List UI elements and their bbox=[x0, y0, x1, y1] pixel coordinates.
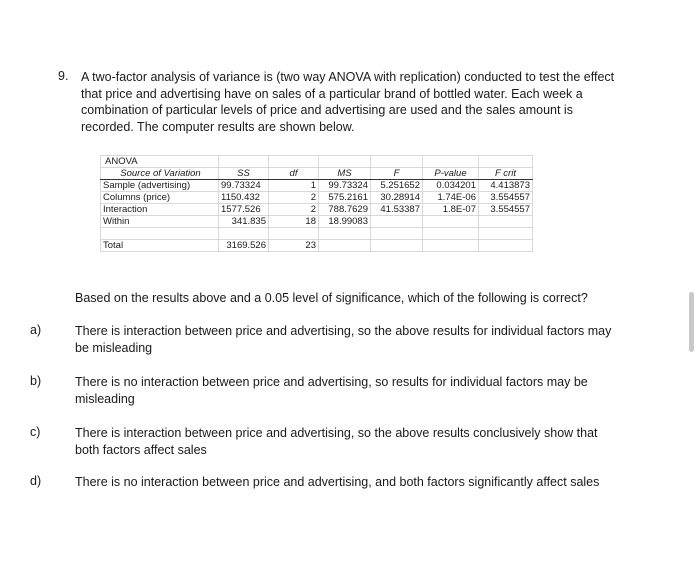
option-a-letter[interactable]: a) bbox=[30, 323, 42, 337]
cell-ss: 99.73324 bbox=[219, 180, 269, 192]
cell-ss: 341.835 bbox=[219, 216, 269, 228]
option-c-letter[interactable]: c) bbox=[30, 425, 41, 439]
cell-pvalue: 1.8E-07 bbox=[423, 204, 479, 216]
question-text: A two-factor analysis of variance is (two way ANOVA with replication) conducted to test the effect that price and advertising have on sales of a particular brand of bottled water. Each week a combination of particular levels of price and advertising are used and the sales amount is recorded. The computer results are shown below. bbox=[81, 70, 615, 134]
cell-ms: 18.99083 bbox=[319, 216, 371, 228]
row-label: Interaction bbox=[101, 204, 219, 216]
cell-fcrit: 3.554557 bbox=[479, 192, 533, 204]
total-ss: 3169.526 bbox=[219, 240, 269, 252]
cell-f: 41.53387 bbox=[371, 204, 423, 216]
option-a-text[interactable]: There is interaction between price and advertising, so the above results for individual factors may be misleading bbox=[75, 324, 612, 355]
cell-fcrit: 3.554557 bbox=[479, 204, 533, 216]
header-ms: MS bbox=[319, 168, 371, 180]
total-label: Total bbox=[101, 240, 219, 252]
header-f: F bbox=[371, 168, 423, 180]
cell-df: 2 bbox=[269, 192, 319, 204]
cell-ms: 99.73324 bbox=[319, 180, 371, 192]
table-row bbox=[101, 216, 533, 228]
row-label: Within bbox=[101, 216, 219, 228]
cell-ss: 1577.526 bbox=[219, 204, 269, 216]
header-pvalue: P-value bbox=[423, 168, 479, 180]
row-label: Sample (advertising) bbox=[101, 180, 219, 192]
header-ss: SS bbox=[219, 168, 269, 180]
cell-ms: 788.7629 bbox=[319, 204, 371, 216]
cell-fcrit: 4.413873 bbox=[479, 180, 533, 192]
cell-pvalue: 1.74E-06 bbox=[423, 192, 479, 204]
question-number: 9. bbox=[58, 69, 69, 83]
option-d-letter[interactable]: d) bbox=[30, 474, 42, 488]
cell-pvalue bbox=[423, 216, 479, 228]
cell-pvalue: 0.034201 bbox=[423, 180, 479, 192]
option-d-text[interactable]: There is no interaction between price and advertising, and both factors significantly affect sales bbox=[75, 475, 600, 489]
table-row bbox=[101, 204, 533, 216]
cell-df: 1 bbox=[269, 180, 319, 192]
table-row bbox=[101, 180, 533, 192]
cell-df: 2 bbox=[269, 204, 319, 216]
table-row bbox=[101, 192, 533, 204]
anova-table bbox=[100, 155, 544, 269]
total-row bbox=[101, 240, 533, 252]
total-df: 23 bbox=[269, 240, 319, 252]
option-b-letter[interactable]: b) bbox=[30, 374, 42, 388]
cell-f: 5.251652 bbox=[371, 180, 423, 192]
question-prompt: Based on the results above and a 0.05 level of significance, which of the following is correct? bbox=[75, 291, 588, 305]
cell-ss: 1150.432 bbox=[219, 192, 269, 204]
row-label: Columns (price) bbox=[101, 192, 219, 204]
header-df: df bbox=[269, 168, 319, 180]
cell-fcrit bbox=[479, 216, 533, 228]
cell-ms: 575.2161 bbox=[319, 192, 371, 204]
option-c-text[interactable]: There is interaction between price and advertising, so the above results conclusively show that both factors affect sales bbox=[75, 426, 598, 457]
cell-f bbox=[371, 216, 423, 228]
anova-title: ANOVA bbox=[101, 156, 219, 168]
cell-df: 18 bbox=[269, 216, 319, 228]
scrollbar[interactable] bbox=[689, 292, 694, 352]
header-fcrit: F crit bbox=[479, 168, 533, 180]
header-source: Source of Variation bbox=[101, 168, 219, 180]
cell-f: 30.28914 bbox=[371, 192, 423, 204]
option-b-text[interactable]: There is no interaction between price and advertising, so results for individual factors may be misleading bbox=[75, 375, 588, 406]
